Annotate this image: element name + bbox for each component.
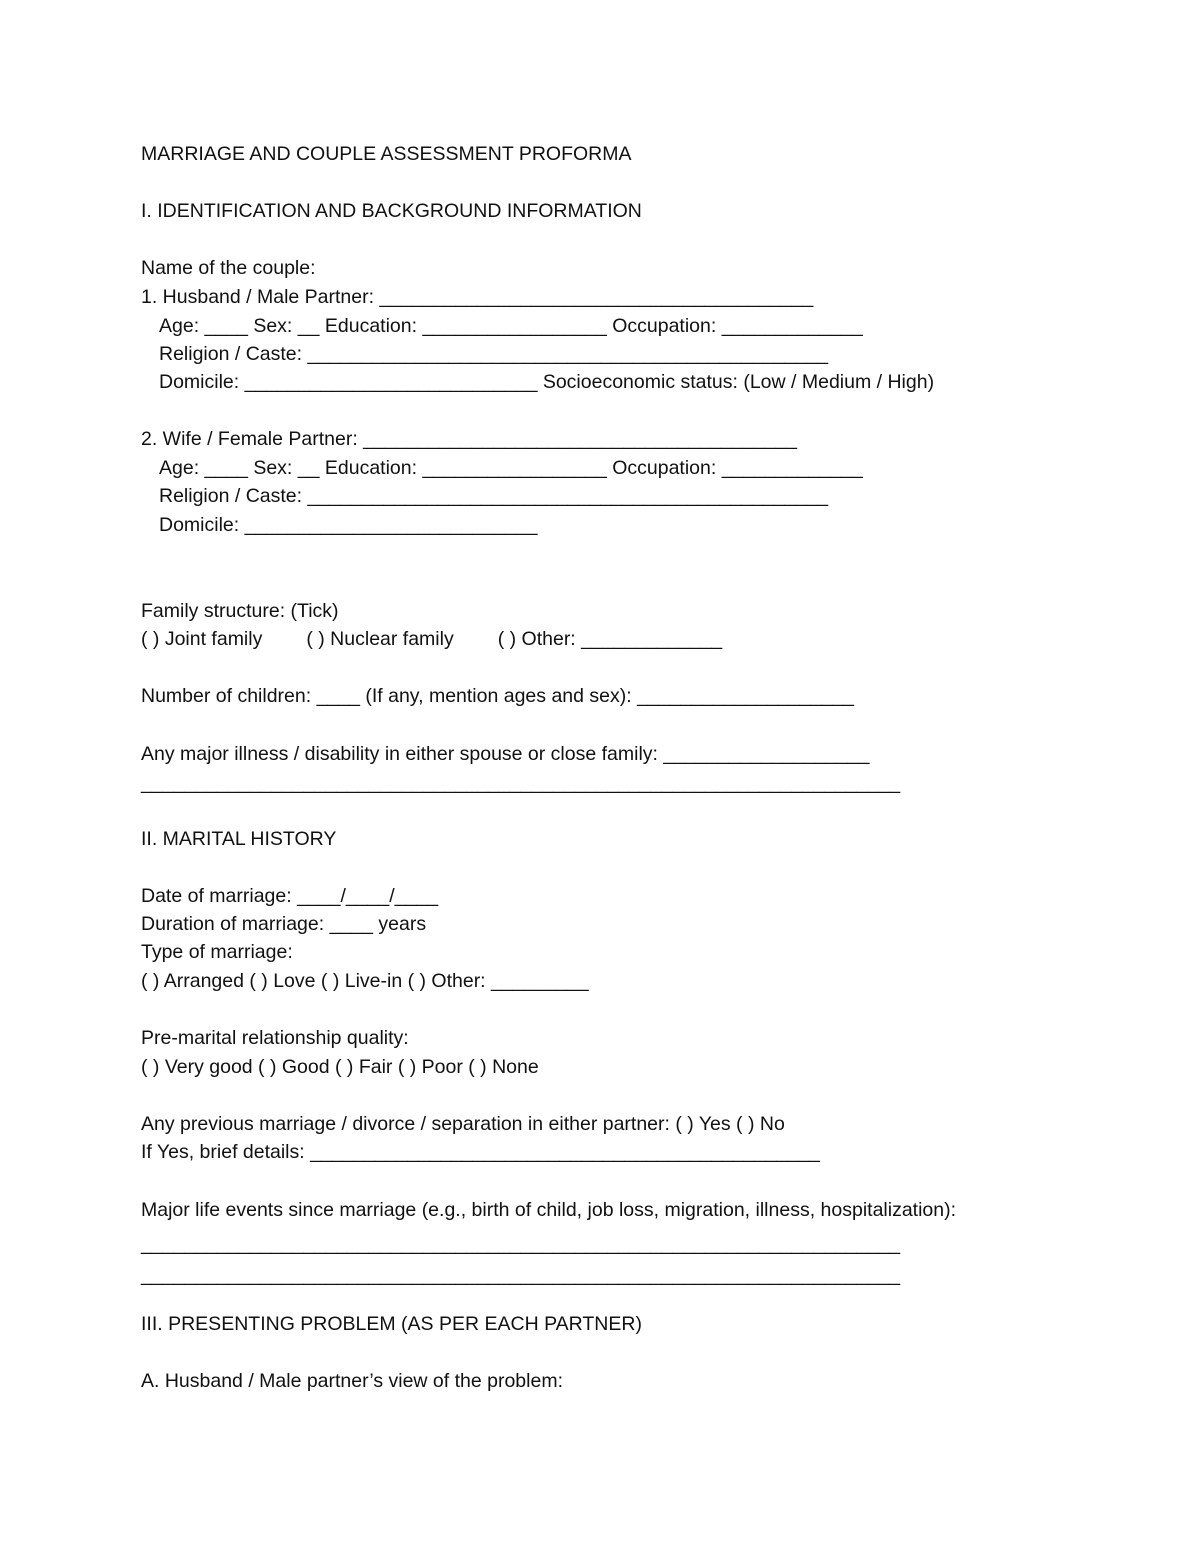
illness-continuation-line: ______________________________________________________________________ <box>141 772 901 794</box>
illness-field: Any major illness / disability in either spouse or close family: ___________________ <box>141 743 870 765</box>
section-3-heading: III. PRESENTING PROBLEM (AS PER EACH PARTNER) <box>141 1313 642 1335</box>
section-1-heading: I. IDENTIFICATION AND BACKGROUND INFORMATION <box>141 200 642 222</box>
life-events-line-1: ______________________________________________________________________ <box>141 1233 901 1255</box>
document-title: MARRIAGE AND COUPLE ASSESSMENT PROFORMA <box>141 143 632 165</box>
husband-domicile-field: Domicile: ___________________________ Socioeconomic status: (Low / Medium / High) <box>159 371 935 393</box>
husband-religion-field: Religion / Caste: ________________________________________________ <box>159 343 829 365</box>
husband-name-field: 1. Husband / Male Partner: ________________________________________ <box>141 286 814 308</box>
section-2-heading: II. MARITAL HISTORY <box>141 828 337 850</box>
family-structure-options <box>141 625 722 653</box>
marriage-duration-field: Duration of marriage: ____ years <box>141 913 427 935</box>
husband-view-label: A. Husband / Male partner’s view of the problem: <box>141 1370 563 1392</box>
wife-demographics-field: Age: ____ Sex: __ Education: _________________ Occupation: _____________ <box>159 457 863 479</box>
wife-domicile-field: Domicile: ___________________________ <box>159 514 538 536</box>
wife-name-field: 2. Wife / Female Partner: ________________________________________ <box>141 428 797 450</box>
marriage-type-label: Type of marriage: <box>141 941 293 963</box>
option-nuclear-family: ( ) Nuclear family <box>306 628 454 650</box>
premarital-quality-label: Pre-marital relationship quality: <box>141 1027 409 1049</box>
family-structure-label: Family structure: (Tick) <box>141 600 339 622</box>
option-other-family: ( ) Other: _____________ <box>497 628 723 650</box>
previous-marriage-field: Any previous marriage / divorce / separation in either partner: ( ) Yes ( ) No <box>141 1113 785 1135</box>
wife-religion-field: Religion / Caste: ________________________________________________ <box>159 485 829 507</box>
children-field: Number of children: ____ (If any, mention ages and sex): ____________________ <box>141 685 854 707</box>
option-joint-family: ( ) Joint family <box>141 628 263 650</box>
premarital-quality-options: ( ) Very good ( ) Good ( ) Fair ( ) Poor ( ) None <box>141 1056 539 1078</box>
previous-marriage-details: If Yes, brief details: _______________________________________________ <box>141 1141 820 1163</box>
marriage-date-field: Date of marriage: ____/____/____ <box>141 885 439 907</box>
life-events-line-2: ______________________________________________________________________ <box>141 1264 901 1286</box>
couple-name-label: Name of the couple: <box>141 257 316 279</box>
husband-demographics-field: Age: ____ Sex: __ Education: _________________ Occupation: _____________ <box>159 315 863 337</box>
life-events-label: Major life events since marriage (e.g., birth of child, job loss, migration, illness, hospitalization): <box>141 1199 957 1221</box>
marriage-type-options: ( ) Arranged ( ) Love ( ) Live-in ( ) Other: _________ <box>141 970 589 992</box>
